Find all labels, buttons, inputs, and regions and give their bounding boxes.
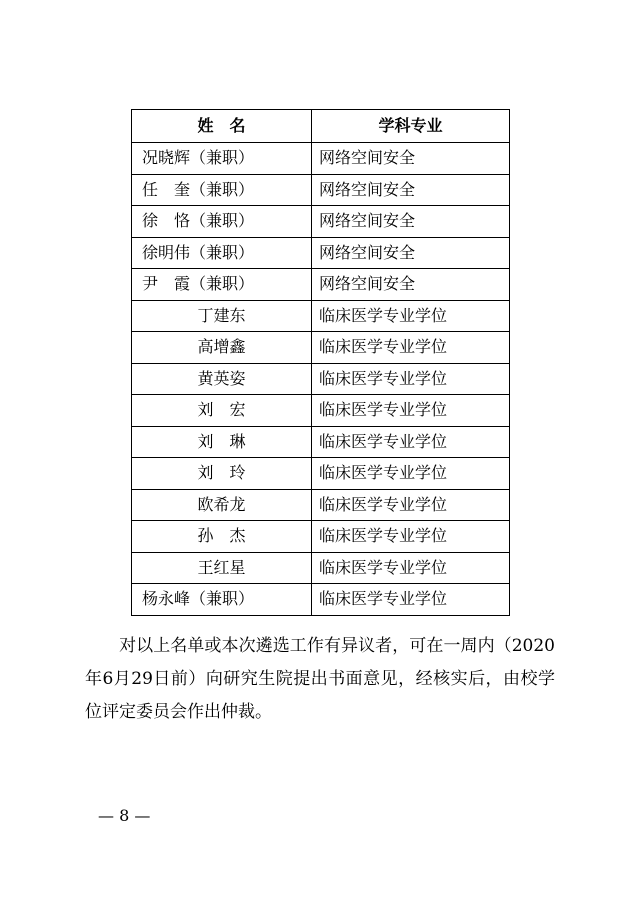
major-cell: 网络空间安全 <box>312 237 510 269</box>
name-cell: 孙 杰 <box>132 521 312 553</box>
table-row <box>132 300 510 332</box>
major-cell: 网络空间安全 <box>312 174 510 206</box>
name-cell: 丁建东 <box>132 300 312 332</box>
table-row <box>132 552 510 584</box>
name-cell: 徐 恪（兼职） <box>132 206 312 238</box>
major-cell: 临床医学专业学位 <box>312 332 510 364</box>
name-cell: 杨永峰（兼职） <box>132 584 312 616</box>
name-cell: 王红星 <box>132 552 312 584</box>
table-row <box>132 521 510 553</box>
name-cell: 刘 琳 <box>132 426 312 458</box>
table-header-row <box>132 110 510 143</box>
major-cell: 临床医学专业学位 <box>312 552 510 584</box>
objection-notice <box>85 630 555 729</box>
major-cell: 网络空间安全 <box>312 143 510 175</box>
name-cell: 高增鑫 <box>132 332 312 364</box>
page-number: — 8 — <box>98 806 151 825</box>
name-cell: 刘 宏 <box>132 395 312 427</box>
column-header-name: 姓 名 <box>132 110 312 143</box>
table-row <box>132 143 510 175</box>
major-cell: 临床医学专业学位 <box>312 584 510 616</box>
name-cell: 任 奎（兼职） <box>132 174 312 206</box>
table-row <box>132 458 510 490</box>
table-row <box>132 332 510 364</box>
table-row <box>132 489 510 521</box>
table-row <box>132 584 510 616</box>
major-cell: 临床医学专业学位 <box>312 363 510 395</box>
name-cell: 况晓辉（兼职） <box>132 143 312 175</box>
major-cell: 临床医学专业学位 <box>312 458 510 490</box>
table-row <box>132 426 510 458</box>
candidate-table <box>131 109 510 616</box>
major-cell: 网络空间安全 <box>312 269 510 301</box>
objection-notice-text: 对以上名单或本次遴选工作有异议者，可在一周内（2020年6月29日前）向研究生院提出书面意见，经核实后，由校学位评定委员会作出仲裁。 <box>85 636 555 722</box>
name-cell: 刘 玲 <box>132 458 312 490</box>
name-cell: 徐明伟（兼职） <box>132 237 312 269</box>
table-row <box>132 395 510 427</box>
name-cell: 欧希龙 <box>132 489 312 521</box>
column-header-major: 学科专业 <box>312 110 510 143</box>
major-cell: 临床医学专业学位 <box>312 426 510 458</box>
major-cell: 临床医学专业学位 <box>312 395 510 427</box>
table-row <box>132 237 510 269</box>
table-row <box>132 174 510 206</box>
major-cell: 网络空间安全 <box>312 206 510 238</box>
table-row <box>132 269 510 301</box>
major-cell: 临床医学专业学位 <box>312 300 510 332</box>
table-row <box>132 363 510 395</box>
major-cell: 临床医学专业学位 <box>312 521 510 553</box>
name-cell: 黄英姿 <box>132 363 312 395</box>
table-row <box>132 206 510 238</box>
major-cell: 临床医学专业学位 <box>312 489 510 521</box>
name-cell: 尹 霞（兼职） <box>132 269 312 301</box>
